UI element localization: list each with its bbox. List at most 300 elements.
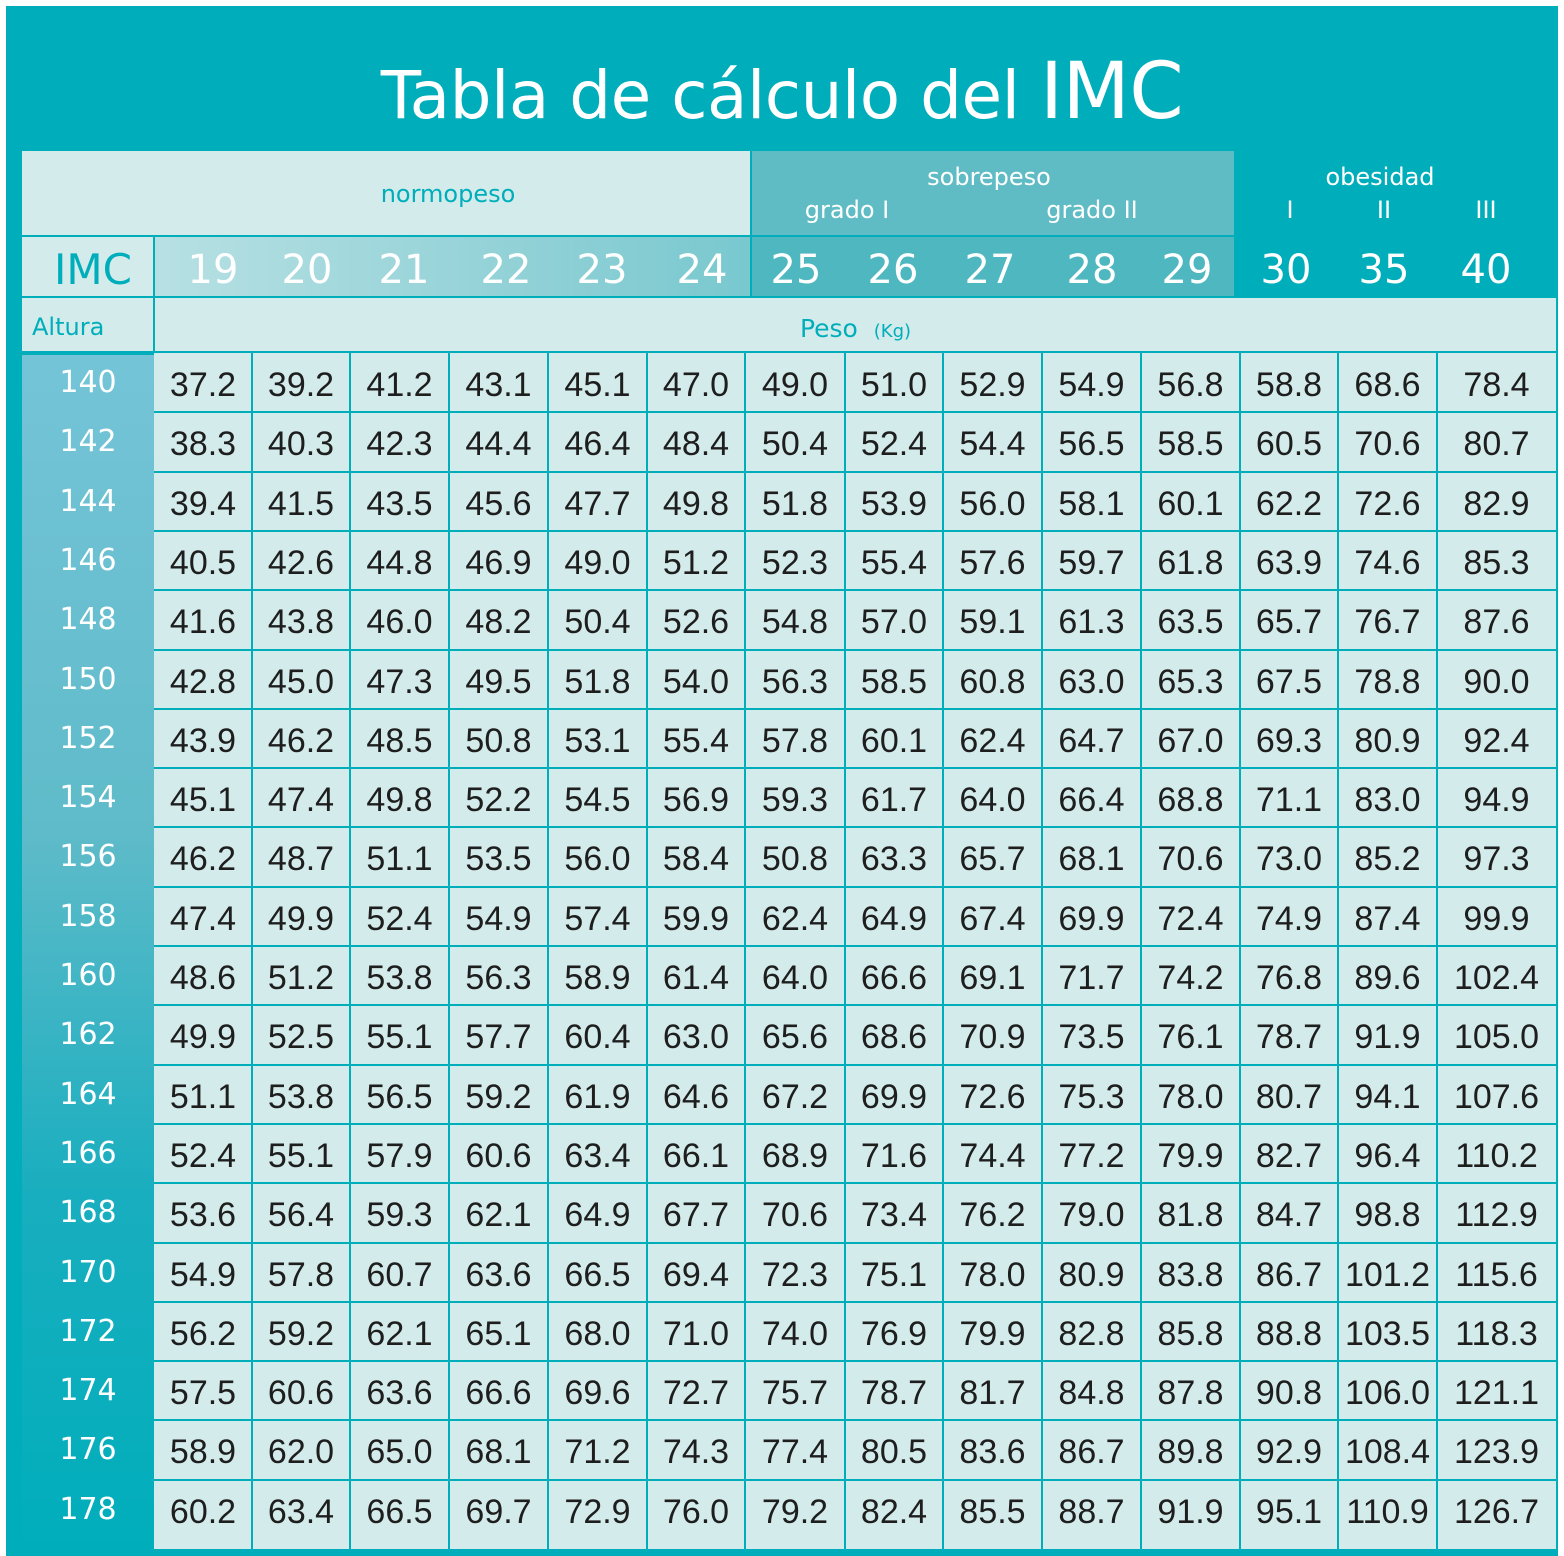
weight-cell: 74.4 — [959, 1137, 1026, 1175]
height-cell: 170 — [59, 1255, 117, 1290]
weight-cell: 67.0 — [1157, 722, 1224, 760]
weight-cell: 66.1 — [662, 1137, 730, 1175]
weight-cell: 50.8 — [465, 722, 532, 760]
imc-value: 27 — [964, 247, 1016, 293]
weight-cell: 72.4 — [1157, 900, 1224, 938]
height-cell: 168 — [59, 1195, 117, 1230]
weight-cell: 63.9 — [1255, 544, 1323, 582]
weight-cell: 99.9 — [1463, 900, 1530, 938]
weight-cell: 101.2 — [1344, 1256, 1431, 1294]
weight-cell: 56.9 — [662, 781, 730, 819]
weight-cell: 118.3 — [1455, 1315, 1538, 1353]
weight-cell: 44.4 — [465, 425, 532, 463]
weight-cell: 58.1 — [1058, 485, 1125, 523]
weight-cell: 83.0 — [1354, 781, 1421, 819]
height-cell: 162 — [59, 1017, 117, 1052]
peso-label — [155, 314, 1556, 343]
height-cell: 174 — [59, 1373, 117, 1408]
weight-cell: 85.2 — [1354, 840, 1421, 878]
weight-cell: 61.4 — [662, 959, 730, 997]
weight-cell: 57.9 — [366, 1137, 433, 1175]
imc-value: 24 — [676, 247, 728, 293]
weight-cell: 79.2 — [761, 1493, 829, 1531]
weight-cell: 72.3 — [761, 1256, 829, 1294]
weight-cell: 74.3 — [662, 1433, 730, 1471]
weight-cell: 86.7 — [1255, 1256, 1323, 1294]
weight-cell: 68.0 — [564, 1315, 631, 1353]
weight-cell: 72.6 — [959, 1078, 1026, 1116]
weight-cell: 51.1 — [366, 840, 433, 878]
weight-cell: 60.8 — [959, 663, 1026, 701]
weight-cell: 76.2 — [959, 1196, 1026, 1234]
weight-cell: 47.3 — [366, 663, 433, 701]
weight-cell: 57.8 — [267, 1256, 335, 1294]
weight-cell: 83.6 — [959, 1433, 1026, 1471]
weight-cell: 112.9 — [1455, 1196, 1538, 1234]
height-cell: 154 — [59, 780, 117, 815]
height-cell: 142 — [59, 424, 117, 459]
weight-cell: 49.9 — [169, 1018, 237, 1056]
weight-cell: 57.7 — [465, 1018, 532, 1056]
weight-cell: 52.2 — [465, 781, 532, 819]
height-cell: 144 — [59, 484, 117, 519]
weight-cell: 60.2 — [169, 1493, 237, 1531]
weight-cell: 81.7 — [959, 1374, 1026, 1412]
weight-cell: 53.8 — [267, 1078, 335, 1116]
weight-cell: 66.6 — [465, 1374, 532, 1412]
weight-cell: 94.9 — [1463, 781, 1530, 819]
weight-cell: 68.6 — [860, 1018, 928, 1056]
weight-cell: 103.5 — [1344, 1315, 1431, 1353]
weight-cell: 95.1 — [1255, 1493, 1323, 1531]
weight-cell: 59.3 — [761, 781, 829, 819]
weight-cell: 55.1 — [267, 1137, 335, 1175]
weight-cell: 43.9 — [169, 722, 237, 760]
imc-value: 25 — [770, 247, 822, 293]
height-cell: 158 — [59, 899, 117, 934]
weight-cell: 58.5 — [1157, 425, 1224, 463]
weight-cell: 74.0 — [761, 1315, 829, 1353]
weight-cell: 76.8 — [1255, 959, 1323, 997]
weight-cell: 126.7 — [1453, 1493, 1540, 1531]
weight-cell: 84.8 — [1058, 1374, 1125, 1412]
weight-cell: 90.8 — [1255, 1374, 1323, 1412]
weight-cell: 47.0 — [662, 366, 730, 404]
weight-cell: 79.0 — [1058, 1196, 1125, 1234]
weight-cell: 46.2 — [267, 722, 335, 760]
weight-cell: 46.4 — [564, 425, 631, 463]
weight-cell: 60.1 — [860, 722, 928, 760]
weight-cell: 63.3 — [860, 840, 928, 878]
weight-cell: 96.4 — [1354, 1137, 1421, 1175]
weight-cell: 91.9 — [1157, 1493, 1224, 1531]
imc-value: 35 — [1358, 247, 1410, 293]
weight-cell: 63.4 — [267, 1493, 335, 1531]
weight-cell: 58.8 — [1255, 366, 1323, 404]
weight-cell: 85.3 — [1463, 544, 1530, 582]
weight-cell: 49.0 — [761, 366, 829, 404]
weight-cell: 40.3 — [267, 425, 335, 463]
weight-cell: 65.3 — [1157, 663, 1224, 701]
weight-cell: 48.4 — [662, 425, 730, 463]
height-cell: 172 — [59, 1314, 117, 1349]
weight-cell: 38.3 — [169, 425, 237, 463]
weight-cell: 48.2 — [465, 603, 532, 641]
weight-cell: 60.7 — [366, 1256, 433, 1294]
weight-cell: 49.9 — [267, 900, 335, 938]
imc-value: 23 — [576, 247, 628, 293]
weight-cell: 45.1 — [564, 366, 631, 404]
weight-cell: 59.9 — [662, 900, 730, 938]
weight-cell: 71.1 — [1255, 781, 1323, 819]
obesidad-level-1: I — [1286, 196, 1294, 224]
weight-cell: 61.8 — [1157, 544, 1224, 582]
weight-cell: 54.9 — [1058, 366, 1125, 404]
weight-cell: 102.4 — [1453, 959, 1540, 997]
normopeso-label: normopeso — [380, 180, 516, 208]
weight-cell: 48.6 — [169, 959, 237, 997]
weight-cell: 62.1 — [366, 1315, 433, 1353]
weight-cell: 78.7 — [1255, 1018, 1323, 1056]
weight-cell: 80.9 — [1058, 1256, 1125, 1294]
weight-cell: 39.4 — [169, 485, 237, 523]
weight-cell: 72.9 — [564, 1493, 631, 1531]
weight-cell: 53.5 — [465, 840, 532, 878]
height-cell: 164 — [59, 1077, 117, 1112]
weight-cell: 71.6 — [860, 1137, 928, 1175]
weight-cell: 60.4 — [564, 1018, 631, 1056]
weight-cell: 73.5 — [1058, 1018, 1125, 1056]
weight-cell: 50.8 — [761, 840, 829, 878]
weight-cell: 43.5 — [366, 485, 433, 523]
weight-cell: 64.0 — [761, 959, 829, 997]
weight-cell: 46.9 — [465, 544, 532, 582]
weight-cell: 69.9 — [1058, 900, 1125, 938]
weight-cell: 78.8 — [1354, 663, 1421, 701]
weight-cell: 123.9 — [1453, 1433, 1540, 1471]
imc-value: 20 — [281, 247, 333, 293]
weight-cell: 108.4 — [1344, 1433, 1431, 1471]
weight-cell: 63.5 — [1157, 603, 1224, 641]
weight-cell: 47.7 — [564, 485, 631, 523]
weight-cell: 87.8 — [1157, 1374, 1224, 1412]
imc-value: 21 — [378, 247, 430, 293]
weight-cell: 73.0 — [1255, 840, 1323, 878]
height-cell: 146 — [59, 543, 117, 578]
weight-cell: 58.9 — [564, 959, 631, 997]
peso-unit: (Kg) — [873, 321, 912, 342]
weight-cell: 66.6 — [860, 959, 928, 997]
weight-cell: 76.9 — [860, 1315, 928, 1353]
weight-cell: 52.4 — [366, 900, 433, 938]
obesidad-level-2: II — [1376, 196, 1392, 224]
weight-cell: 63.6 — [465, 1256, 532, 1294]
weight-cell: 70.6 — [761, 1196, 829, 1234]
grado-2-label: grado II — [1046, 196, 1138, 224]
weight-cell: 66.4 — [1058, 781, 1125, 819]
weight-cell: 115.6 — [1455, 1256, 1538, 1294]
weight-cell: 74.6 — [1354, 544, 1421, 582]
weight-cell: 50.4 — [761, 425, 829, 463]
weight-cell: 68.1 — [1058, 840, 1125, 878]
weight-cell: 88.8 — [1255, 1315, 1323, 1353]
weight-cell: 64.7 — [1058, 722, 1125, 760]
weight-cell: 57.6 — [959, 544, 1026, 582]
weight-cell: 55.4 — [860, 544, 928, 582]
weight-cell: 56.5 — [1058, 425, 1125, 463]
peso-text: Peso — [799, 314, 858, 343]
weight-cell: 47.4 — [169, 900, 237, 938]
weight-cell: 61.7 — [860, 781, 928, 819]
weight-cell: 66.5 — [366, 1493, 433, 1531]
weight-cell: 63.6 — [366, 1374, 433, 1412]
weight-cell: 77.4 — [761, 1433, 829, 1471]
weight-cell: 42.8 — [169, 663, 237, 701]
weight-cell: 62.2 — [1255, 485, 1323, 523]
weight-cell: 58.5 — [860, 663, 928, 701]
weight-cell: 47.4 — [267, 781, 335, 819]
weight-cell: 56.0 — [959, 485, 1026, 523]
weight-cell: 41.5 — [267, 485, 335, 523]
weight-cell: 44.8 — [366, 544, 433, 582]
weight-cell: 54.8 — [761, 603, 829, 641]
weight-cell: 61.9 — [564, 1078, 631, 1116]
weight-cell: 62.4 — [959, 722, 1026, 760]
weight-cell: 110.2 — [1455, 1137, 1538, 1175]
weight-cell: 92.4 — [1463, 722, 1530, 760]
weight-cell: 50.4 — [564, 603, 631, 641]
weight-cell: 65.7 — [959, 840, 1026, 878]
weight-cell: 53.8 — [366, 959, 433, 997]
weight-cell: 106.0 — [1344, 1374, 1431, 1412]
weight-cell: 82.8 — [1058, 1315, 1125, 1353]
weight-cell: 42.6 — [267, 544, 335, 582]
weight-cell: 72.6 — [1354, 485, 1421, 523]
weight-cell: 79.9 — [1157, 1137, 1224, 1175]
weight-cell: 82.9 — [1463, 485, 1530, 523]
weight-cell: 121.1 — [1453, 1374, 1540, 1412]
weight-cell: 59.2 — [267, 1315, 335, 1353]
weight-cell: 46.0 — [366, 603, 433, 641]
weight-cell: 65.1 — [465, 1315, 532, 1353]
imc-value: 40 — [1460, 247, 1512, 293]
weight-cell: 98.8 — [1354, 1196, 1421, 1234]
weight-cell: 81.8 — [1157, 1196, 1224, 1234]
weight-cell: 60.5 — [1255, 425, 1323, 463]
weight-cell: 49.8 — [662, 485, 730, 523]
weight-cell: 45.6 — [465, 485, 532, 523]
weight-cell: 78.0 — [959, 1256, 1026, 1294]
weight-cell: 94.1 — [1354, 1078, 1421, 1116]
obesidad-label: obesidad — [1325, 163, 1435, 191]
weight-cell: 51.2 — [662, 544, 730, 582]
weight-cell: 48.5 — [366, 722, 433, 760]
weight-cell: 85.8 — [1157, 1315, 1224, 1353]
weight-cell: 72.7 — [662, 1374, 730, 1412]
weight-cell: 54.9 — [465, 900, 532, 938]
weight-cell: 67.2 — [761, 1078, 829, 1116]
weight-cell: 49.5 — [465, 663, 532, 701]
weight-cell: 52.5 — [267, 1018, 335, 1056]
weight-cell: 67.7 — [662, 1196, 730, 1234]
weight-cell: 59.7 — [1058, 544, 1125, 582]
weight-cell: 45.1 — [169, 781, 237, 819]
weight-cell: 52.6 — [662, 603, 730, 641]
sobrepeso-label: sobrepeso — [927, 163, 1051, 191]
weight-cell: 54.9 — [169, 1256, 237, 1294]
weight-cell: 84.7 — [1255, 1196, 1323, 1234]
weight-cell: 61.3 — [1058, 603, 1125, 641]
weight-cell: 75.1 — [860, 1256, 928, 1294]
weight-cell: 76.1 — [1157, 1018, 1224, 1056]
weight-cell: 91.9 — [1354, 1018, 1421, 1056]
weight-cell: 56.8 — [1157, 366, 1224, 404]
weight-cell: 37.2 — [169, 366, 237, 404]
weight-cell: 89.6 — [1354, 959, 1421, 997]
weight-cell: 71.7 — [1058, 959, 1125, 997]
weight-cell: 70.9 — [959, 1018, 1026, 1056]
weight-cell: 89.8 — [1157, 1433, 1224, 1471]
height-cell: 152 — [59, 721, 117, 756]
weight-cell: 64.6 — [662, 1078, 730, 1116]
weight-cell: 80.7 — [1463, 425, 1530, 463]
weight-cell: 69.6 — [564, 1374, 631, 1412]
weight-cell: 54.5 — [564, 781, 631, 819]
height-cell: 176 — [59, 1432, 117, 1467]
height-cell: 156 — [59, 839, 117, 874]
weight-cell: 74.2 — [1157, 959, 1224, 997]
weight-cell: 65.7 — [1255, 603, 1323, 641]
weight-cell: 49.8 — [366, 781, 433, 819]
weight-cell: 56.3 — [761, 663, 829, 701]
weight-cell: 49.0 — [564, 544, 631, 582]
weight-cell: 69.4 — [662, 1256, 730, 1294]
title-text: Tabla de cálculo del — [380, 57, 1020, 134]
weight-cell: 83.8 — [1157, 1256, 1224, 1294]
weight-cell: 43.8 — [267, 603, 335, 641]
weight-cell: 64.9 — [860, 900, 928, 938]
weight-cell: 82.7 — [1255, 1137, 1323, 1175]
imc-value: 19 — [187, 247, 239, 293]
weight-cell: 51.8 — [761, 485, 829, 523]
weight-cell: 88.7 — [1058, 1493, 1125, 1531]
weight-cell: 58.4 — [662, 840, 730, 878]
weight-cell: 56.0 — [564, 840, 631, 878]
weight-cell: 52.4 — [860, 425, 928, 463]
weight-cell: 67.4 — [959, 900, 1026, 938]
imc-value: 30 — [1260, 247, 1312, 293]
weight-cell: 53.1 — [564, 722, 631, 760]
imc-value: 22 — [480, 247, 532, 293]
weight-cell: 76.0 — [662, 1493, 730, 1531]
weight-cell: 51.1 — [169, 1078, 237, 1116]
weight-cell: 65.0 — [366, 1433, 433, 1471]
title-accent: IMC — [1039, 47, 1184, 137]
weight-cell: 41.6 — [169, 603, 237, 641]
weight-cell: 105.0 — [1453, 1018, 1540, 1056]
weight-cell: 48.7 — [267, 840, 335, 878]
weight-cell: 68.9 — [761, 1137, 829, 1175]
height-cell: 166 — [59, 1136, 117, 1171]
weight-cell: 62.4 — [761, 900, 829, 938]
imc-value: 26 — [867, 247, 919, 293]
weight-cell: 87.4 — [1354, 900, 1421, 938]
weight-cell: 71.2 — [564, 1433, 631, 1471]
weight-cell: 51.0 — [860, 366, 928, 404]
weight-cell: 79.9 — [959, 1315, 1026, 1353]
weight-cell: 54.4 — [959, 425, 1026, 463]
weight-cell: 68.1 — [465, 1433, 532, 1471]
weight-cell: 53.9 — [860, 485, 928, 523]
weight-cell: 57.4 — [564, 900, 631, 938]
weight-cell: 63.0 — [1058, 663, 1125, 701]
weight-cell: 75.7 — [761, 1374, 829, 1412]
weight-cell: 56.5 — [366, 1078, 433, 1116]
weight-cell: 64.9 — [564, 1196, 631, 1234]
grado-1-label: grado I — [804, 196, 890, 224]
weight-cell: 66.5 — [564, 1256, 631, 1294]
weight-cell: 56.4 — [267, 1196, 335, 1234]
weight-cell: 60.1 — [1157, 485, 1224, 523]
weight-cell: 74.9 — [1255, 900, 1323, 938]
imc-value: 28 — [1066, 247, 1118, 293]
weight-cell: 45.0 — [267, 663, 335, 701]
altura-label: Altura — [32, 313, 105, 341]
weight-cell: 63.0 — [662, 1018, 730, 1056]
weight-cell: 97.3 — [1463, 840, 1530, 878]
weight-cell: 52.3 — [761, 544, 829, 582]
weight-cell: 69.1 — [959, 959, 1026, 997]
height-cell: 178 — [59, 1492, 117, 1527]
height-cell: 150 — [59, 662, 117, 697]
weight-cell: 70.6 — [1354, 425, 1421, 463]
weight-cell: 63.4 — [564, 1137, 631, 1175]
weight-cell: 64.0 — [959, 781, 1026, 819]
weight-cell: 42.3 — [366, 425, 433, 463]
weight-cell: 86.7 — [1058, 1433, 1125, 1471]
height-cell: 160 — [59, 958, 117, 993]
imc-label: IMC — [54, 245, 132, 294]
weight-cell: 62.0 — [267, 1433, 335, 1471]
weight-cell: 54.0 — [662, 663, 730, 701]
weight-cell: 57.0 — [860, 603, 928, 641]
weight-cell: 82.4 — [860, 1493, 928, 1531]
weight-cell: 78.0 — [1157, 1078, 1224, 1116]
weight-cell: 71.0 — [662, 1315, 730, 1353]
weight-cell: 67.5 — [1255, 663, 1323, 701]
weight-cell: 52.9 — [959, 366, 1026, 404]
weight-cell: 68.6 — [1354, 366, 1421, 404]
weight-cell: 59.3 — [366, 1196, 433, 1234]
weight-cell: 43.1 — [465, 366, 532, 404]
weight-cell: 65.6 — [761, 1018, 829, 1056]
weight-cell: 110.9 — [1346, 1493, 1429, 1531]
weight-cell: 60.6 — [267, 1374, 335, 1412]
height-cell: 140 — [59, 365, 117, 400]
imc-value: 29 — [1161, 247, 1213, 293]
weight-cell: 69.9 — [860, 1078, 928, 1116]
page-title — [6, 47, 1558, 137]
weight-cell: 58.9 — [169, 1433, 237, 1471]
weight-cell: 107.6 — [1453, 1078, 1540, 1116]
weight-cell: 68.8 — [1157, 781, 1224, 819]
weight-cell: 80.9 — [1354, 722, 1421, 760]
weight-cell: 53.6 — [169, 1196, 237, 1234]
weight-cell: 85.5 — [959, 1493, 1026, 1531]
weight-cell: 39.2 — [267, 366, 335, 404]
weight-cell: 92.9 — [1255, 1433, 1323, 1471]
weight-cell: 51.8 — [564, 663, 631, 701]
